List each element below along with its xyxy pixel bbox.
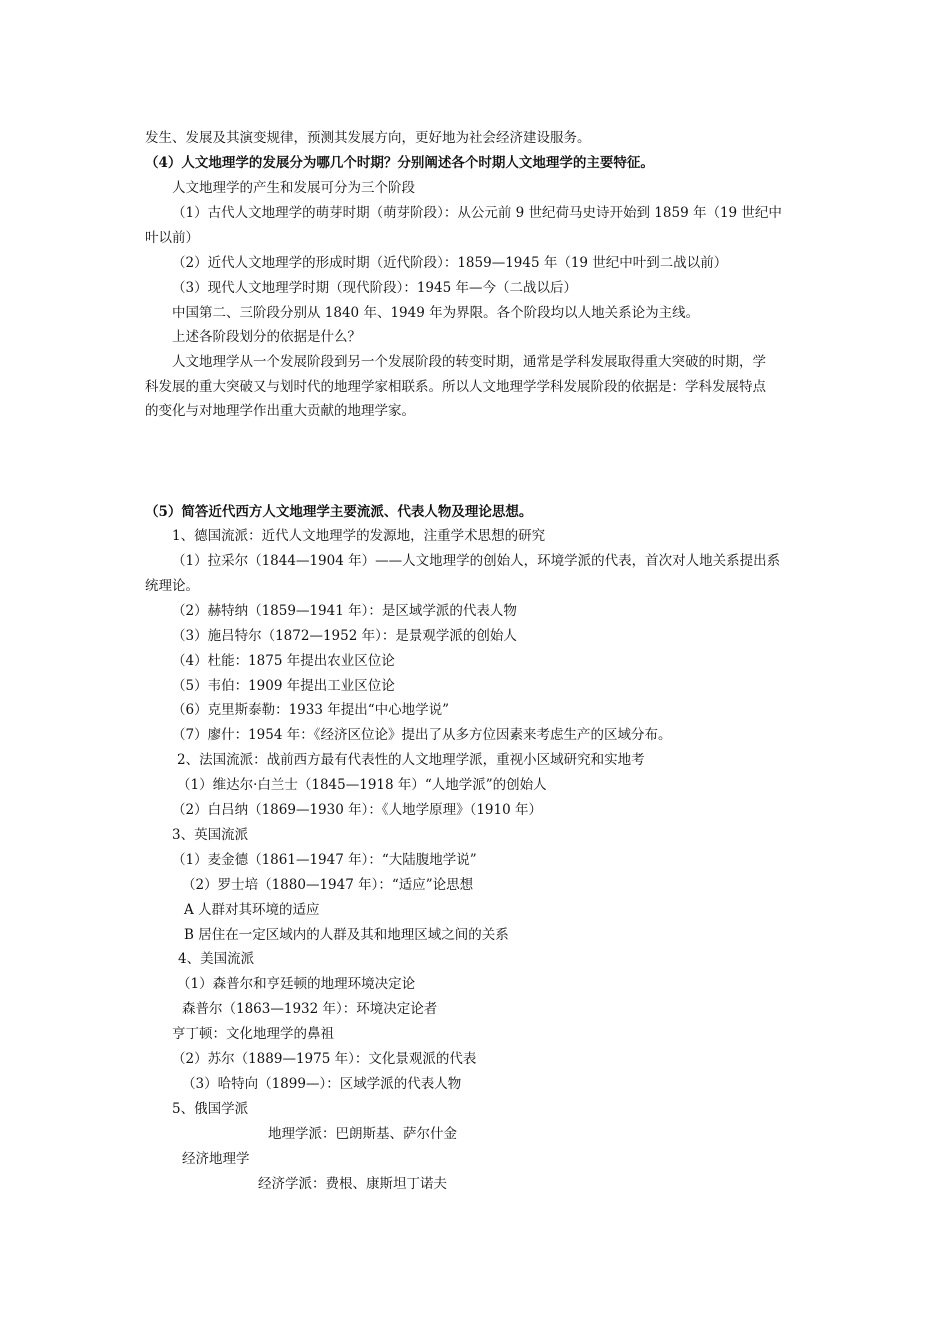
text-line: （6）克里斯泰勒：1933 年提出“中心地学说” bbox=[172, 702, 450, 718]
text-line: （1）维达尔·白兰士（1845—1918 年）“人地学派”的创始人 bbox=[177, 777, 547, 793]
text-line: （3）哈特向（1899—）：区域学派的代表人物 bbox=[182, 1076, 462, 1092]
text-line: （2）苏尔（1889—1975 年）：文化景观派的代表 bbox=[172, 1051, 477, 1067]
text-line: 统理论。 bbox=[145, 578, 199, 594]
text-line: 中国第二、三阶段分别从 1840 年、1949 年为界限。各个阶段均以人地关系论为主线。 bbox=[172, 305, 700, 321]
text-line: （3）现代人文地理学时期（现代阶段）：1945 年—今（二战以后） bbox=[172, 280, 577, 296]
text-line: 人文地理学的产生和发展可分为三个阶段 bbox=[172, 180, 415, 196]
text-line: 3、英国流派 bbox=[172, 827, 249, 843]
text-line: （5）韦伯：1909 年提出工业区位论 bbox=[172, 678, 395, 694]
text-line: 亨丁顿：文化地理学的鼻祖 bbox=[172, 1026, 334, 1042]
text-line: 人文地理学从一个发展阶段到另一个发展阶段的转变时期，通常是学科发展取得重大突破的时期，学 bbox=[172, 354, 766, 370]
text-line: 5、俄国学派 bbox=[172, 1101, 249, 1117]
text-line: 的变化与对地理学作出重大贡献的地理学家。 bbox=[145, 403, 415, 419]
text-line: 地理学派：巴朗斯基、萨尔什金 bbox=[268, 1126, 457, 1142]
text-line: B 居住在一定区域内的人群及其和地理区域之间的关系 bbox=[184, 927, 509, 943]
text-line: 上述各阶段划分的依据是什么？ bbox=[172, 329, 361, 345]
question-heading-5: （5）简答近代西方人文地理学主要流派、代表人物及理论思想。 bbox=[145, 504, 533, 520]
text-line: A 人群对其环境的适应 bbox=[184, 902, 320, 918]
text-line: （7）廖什：1954 年：《经济区位论》提出了从多方位因素来考虑生产的区域分布。 bbox=[172, 727, 672, 743]
text-line: （1）森普尔和亨廷顿的地理环境决定论 bbox=[177, 976, 416, 992]
text-line: 发生、发展及其演变规律，预测其发展方向，更好地为社会经济建设服务。 bbox=[145, 130, 591, 146]
text-line: 经济地理学 bbox=[182, 1151, 250, 1167]
text-line: 2、法国流派：战前西方最有代表性的人文地理学派，重视小区域研究和实地考 bbox=[177, 752, 645, 768]
text-line: 叶以前） bbox=[145, 230, 199, 246]
text-line: （1）古代人文地理学的萌芽时期（萌芽阶段）：从公元前 9 世纪荷马史诗开始到 1859 年（19 世纪中 bbox=[172, 205, 782, 221]
text-line: 1、德国流派：近代人文地理学的发源地，注重学术思想的研究 bbox=[172, 528, 546, 544]
text-line: （4）杜能：1875 年提出农业区位论 bbox=[172, 653, 395, 669]
text-line: 科发展的重大突破又与划时代的地理学家相联系。所以人文地理学学科发展阶段的依据是：学科发展特点 bbox=[145, 379, 766, 395]
text-line: （2）赫特纳（1859—1941 年）：是区域学派的代表人物 bbox=[172, 603, 517, 619]
text-line: （3）施吕特尔（1872—1952 年）：是景观学派的创始人 bbox=[172, 628, 517, 644]
text-line: （2）罗士培（1880—1947 年）：“适应”论思想 bbox=[182, 877, 474, 893]
text-line: （1）拉采尔（1844—1904 年）——人文地理学的创始人，环境学派的代表，首次对人地关系提出系 bbox=[172, 553, 781, 569]
question-heading-4: （4）人文地理学的发展分为哪几个时期？分别阐述各个时期人文地理学的主要特征。 bbox=[145, 155, 654, 171]
text-line: （2）白吕纳（1869—1930 年）：《人地学原理》（1910 年） bbox=[172, 802, 542, 818]
text-line: 森普尔（1863—1932 年）：环境决定论者 bbox=[182, 1001, 438, 1017]
text-line: 4、美国流派 bbox=[178, 951, 255, 967]
text-line: （1）麦金德（1861—1947 年）：“大陆腹地学说” bbox=[172, 852, 477, 868]
text-line: （2）近代人文地理学的形成时期（近代阶段）：1859—1945 年（19 世纪中叶到二战以前） bbox=[172, 255, 728, 271]
text-line: 经济学派：费根、康斯坦丁诺夫 bbox=[258, 1176, 447, 1192]
